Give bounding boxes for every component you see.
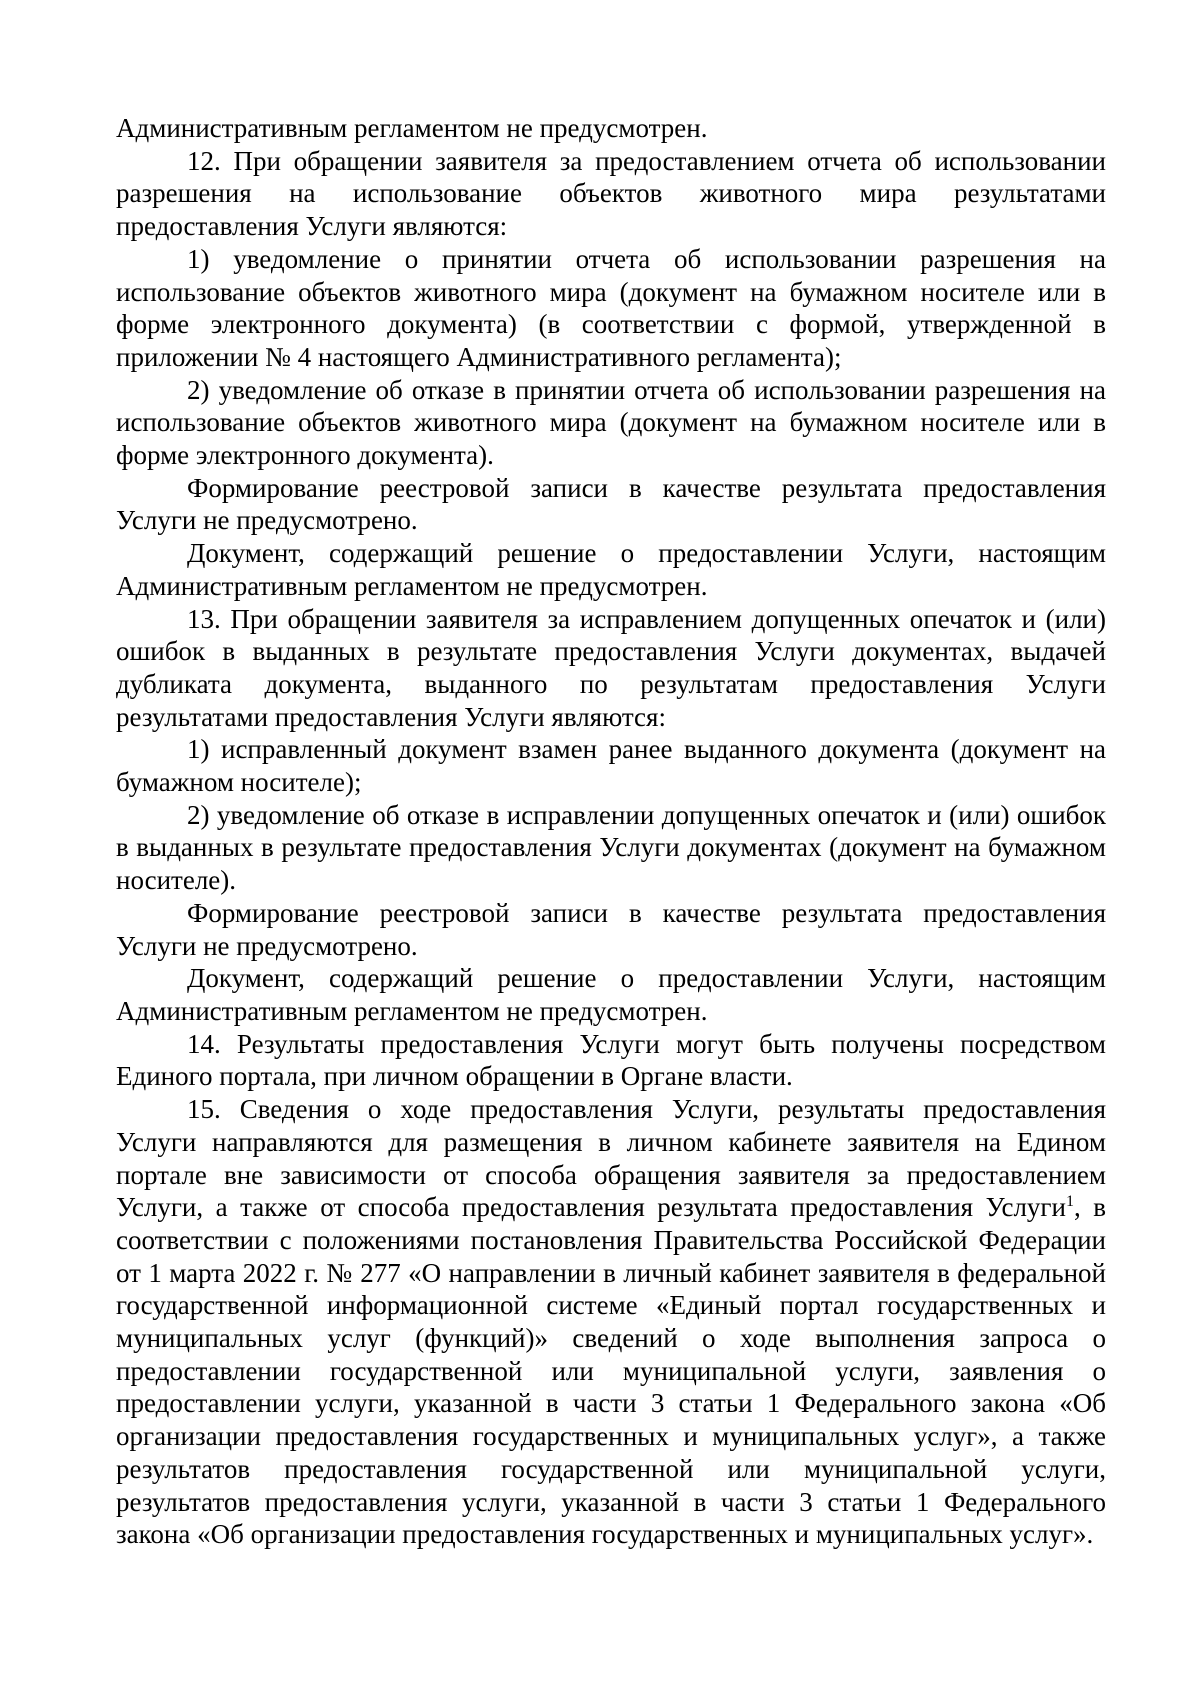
paragraph-item-12: 12. При обращении заявителя за предоставлением отчета об использовании разрешения на использование объектов животного мира результатами предоставления Услуги являются: [116,145,1106,242]
paragraph-registry-record-note-2: Формирование реестровой записи в качестве результата предоставления Услуги не предусмотрено. [116,897,1106,961]
paragraph-decision-document-note-2: Документ, содержащий решение о предоставлении Услуги, настоящим Административным регламентом не предусмотрен. [116,963,1106,1026]
paragraph-item-12-2: 2) уведомление об отказе в принятии отчета об использовании разрешения на использование объектов животного мира (документ на бумажном носителе или в форме электронного документа). [116,374,1106,471]
paragraph-decision-document-note: Документ, содержащий решение о предоставлении Услуги, настоящим Административным регламентом не предусмотрен. [116,538,1106,601]
footnote-reference[interactable]: 1 [1065,1193,1074,1211]
paragraph-registry-record-note: Формирование реестровой записи в качестве результата предоставления Услуги не предусмотрено. [116,472,1106,536]
paragraph-item-15-text-after: , в соответствии с положениями постановления Правительства Российской Федерации от 1 марта 2022 г. № 277 «О направлении в личный кабинет заявителя в федеральной государственной информационной системе «Единый портал государственных и муниципальных услуг (функций)» сведений о ходе выполнения запроса о предоставлении государственной или муниципальной услуги, заявления о предоставлении услуги, указанной в части 3 статьи 1 Федерального закона «Об организации предоставления государственных и муниципальных услуг», а также результатов предоставления государственной или муниципальной услуги, результатов предоставления услуги, указанной в части 3 статьи 1 Федерального закона «Об организации предоставления государственных и муниципальных услуг». [116,1192,1106,1550]
paragraph-continuation: Административным регламентом не предусмотрен. [116,113,708,143]
paragraph-item-12-1: 1) уведомление о принятии отчета об использовании разрешения на использование объектов животного мира (документ на бумажном носителе или в форме электронного документа) (в соответствии с формой, утвержденной в приложении № 4 настоящего Административного регламента); [116,243,1106,372]
paragraph-item-13-1: 1) исправленный документ взамен ранее выданного документа (документ на бумажном носителе); [116,734,1106,798]
paragraph-item-13-2: 2) уведомление об отказе в исправлении допущенных опечаток и (или) ошибок в выданных в результате предоставления Услуги документах (документ на бумажном носителе). [116,799,1106,896]
paragraph-item-14: 14. Результаты предоставления Услуги могут быть получены посредством Единого портала, при личном обращении в Органе власти. [116,1028,1106,1092]
paragraph-item-15 [116,1093,1106,1551]
paragraph-item-15-text-before: 15. Сведения о ходе предоставления Услуги, результаты предоставления Услуги направляются для размещения в личном кабинете заявителя на Едином портале вне зависимости от способа обращения заявителя за предоставлением Услуги, а также от способа предоставления результата предоставления Услуги [116,1094,1106,1223]
document-page [116,112,1106,1551]
paragraph-item-13: 13. При обращении заявителя за исправлением допущенных опечаток и (или) ошибок в выданных в результате предоставления Услуги документах, выдачей дубликата документа, выданного по результатам предоставления Услуги результатами предоставления Услуги являются: [116,603,1106,732]
